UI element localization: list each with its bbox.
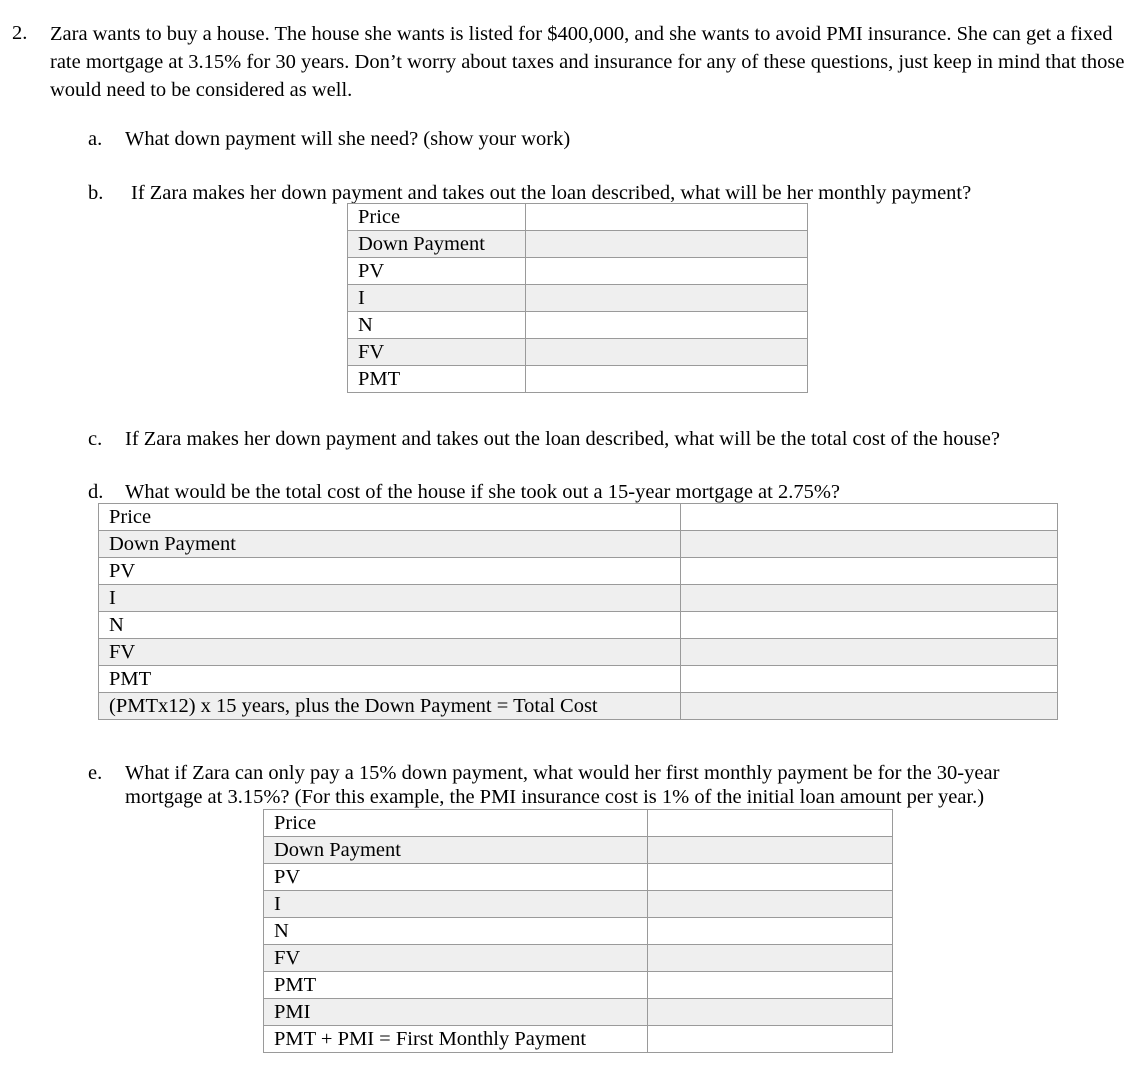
answer-cell[interactable] [526,231,808,258]
part-a-text: What down payment will she need? (show your work) [125,128,571,150]
answer-cell[interactable] [681,504,1058,531]
answer-cell[interactable] [681,666,1058,693]
answer-cell[interactable] [648,999,893,1026]
row-label: I [348,285,526,312]
answer-cell[interactable] [526,258,808,285]
answer-cell[interactable] [526,339,808,366]
answer-cell[interactable] [648,918,893,945]
table-row [99,612,1058,639]
row-label: PMT + PMI = First Monthly Payment [264,1026,648,1053]
row-label: PMT [99,666,681,693]
row-label: PV [99,558,681,585]
table-row [264,918,893,945]
table-row [348,231,808,258]
table-row [264,891,893,918]
row-label: FV [99,639,681,666]
table-row [264,972,893,999]
table-row [264,999,893,1026]
table-row [348,204,808,231]
row-label: PMI [264,999,648,1026]
table-row [348,366,808,393]
answer-cell[interactable] [526,312,808,339]
question-number: 2. [12,22,28,44]
table-row [99,504,1058,531]
row-label: PV [348,258,526,285]
answer-cell[interactable] [648,972,893,999]
answer-cell[interactable] [648,945,893,972]
table-row [99,585,1058,612]
answer-cell[interactable] [681,693,1058,720]
table-b [347,203,808,393]
part-e-text-line2: mortgage at 3.15%? (For this example, the PMI insurance cost is 1% of the initial loan amount per year.) [125,786,985,808]
row-label: I [264,891,648,918]
part-e-text-line1: What if Zara can only pay a 15% down payment, what would her first monthly payment be for the 30-year [125,762,1000,784]
part-d-text: What would be the total cost of the house if she took out a 15-year mortgage at 2.75%? [125,481,841,503]
table-row [99,558,1058,585]
table-row [348,339,808,366]
answer-cell[interactable] [681,531,1058,558]
table-row [99,531,1058,558]
answer-cell[interactable] [681,558,1058,585]
part-b-text: If Zara makes her down payment and takes out the loan described, what will be her monthly payment? [131,182,972,204]
table-row [348,285,808,312]
answer-cell[interactable] [648,1026,893,1053]
answer-cell[interactable] [526,204,808,231]
row-label: PMT [348,366,526,393]
answer-cell[interactable] [648,864,893,891]
answer-cell[interactable] [526,285,808,312]
table-row [348,258,808,285]
row-label: Price [99,504,681,531]
table-row [264,864,893,891]
row-label: Down Payment [99,531,681,558]
row-label: N [348,312,526,339]
row-label: I [99,585,681,612]
table-row [99,666,1058,693]
answer-cell[interactable] [648,810,893,837]
answer-cell[interactable] [681,639,1058,666]
table-row [99,639,1058,666]
table-row [264,945,893,972]
row-label: PV [264,864,648,891]
row-label: FV [264,945,648,972]
part-a-letter: a. [88,128,103,150]
answer-cell[interactable] [526,366,808,393]
row-label: Price [264,810,648,837]
row-label: PMT [264,972,648,999]
part-e-letter: e. [88,762,103,784]
row-label: Price [348,204,526,231]
part-c-letter: c. [88,428,103,450]
row-label: N [99,612,681,639]
row-label: FV [348,339,526,366]
table-row [348,312,808,339]
answer-cell[interactable] [681,612,1058,639]
table-d [98,503,1058,720]
row-label: Down Payment [348,231,526,258]
table-row [264,810,893,837]
question-text: Zara wants to buy a house. The house she wants is listed for $400,000, and she wants to avoid PMI insurance. She can get a fixed rate mortgage at 3.15% for 30 years. Don’t worry about taxes and insurance for any of these questions, just keep in mind that those would need to be considered as well. [50,23,1125,101]
answer-cell[interactable] [648,891,893,918]
answer-cell[interactable] [681,585,1058,612]
part-d-letter: d. [88,481,104,503]
table-e [263,809,893,1053]
row-label: N [264,918,648,945]
part-b-letter: b. [88,182,104,204]
row-label: Down Payment [264,837,648,864]
answer-cell[interactable] [648,837,893,864]
table-row [99,693,1058,720]
table-row [264,1026,893,1053]
table-row [264,837,893,864]
part-c-text: If Zara makes her down payment and takes out the loan described, what will be the total cost of the house? [125,428,1000,450]
row-label: (PMTx12) x 15 years, plus the Down Payment = Total Cost [99,693,681,720]
